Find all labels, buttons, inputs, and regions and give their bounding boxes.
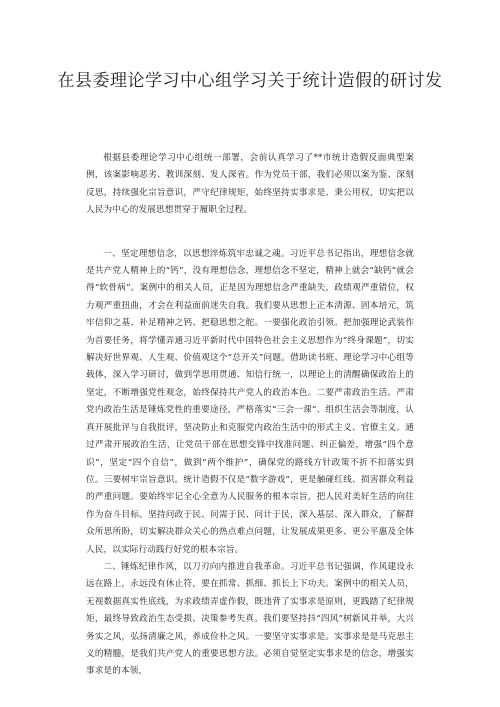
document-body [86,150,414,681]
section-two-paragraph: 二、锤炼纪律作风，以刀刃向内推进自我革命。习近平总书记强调，作风建设永远在路上，永远没有休止符，要在抓常、抓细、抓长上下功夫。案例中的相关人员，无视数据真实性底线，为求政绩弄虚作假，既违背了实事求是原则，更践踏了纪律规矩，最终导致政治生态受损、决策参考失真。我们要坚持抖“四风”树新风并举，大兴务实之风，弘扬清廉之风，养成俭朴之风。一要坚守实事求是。实事求是是马克思主义的精髓，是我们共产党人的重要思想方法。必须自觉坚定实事求是的信念，增强实事求是的本领， [86,561,414,677]
document-title: 在县委理论学习中心组学习关于统计造假的研讨发 [57,71,443,91]
section-one-paragraph: 一、坚定理想信念，以思想淬炼筑牢忠诚之魂。习近平总书记指出，理想信念就是共产党人精神上的“钙”，没有理想信念，理想信念不坚定，精神上就会“缺钙”就会得“软骨病”。案例中的相关人员，正是因为理想信念严重缺失，政绩观严重错位，权力观严重扭曲，才会在利益面前迷失自我。我们要从思想上正本清源、固本培元，筑牢信仰之基、补足精神之钙、把稳思想之舵。一要强化政治引领。把加强理论武装作为首要任务，将学懂弄通习近平新时代中国特色社会主义思想作为“终身课题”，切实解决好世界观、人生观、价值观这个“总开关”问题。借助读书班、理论学习中心组等载体，深入学习研讨，做到学思用贯通、知信行统一，以理论上的清醒确保政治上的坚定，不断增强党性观念，始终保持共产党人的政治本色。二要严肃政治生活。严肃党内政治生活是锤炼党性的重要途径，严格落实“三会一课”、组织生活会等制度，认真开展批评与自我批评，坚决防止和克服党内政治生活中的形式主义、官僚主义。通过严肃开展政治生活，让党员干部在思想交锋中找准问题、纠正偏差，增强“四个意识”，坚定“四个自信”，做到“两个维护”，确保党的路线方针政策不折不扣落实到位。三要树牢宗旨意识。统计造假不仅是“数字游戏”，更是触碰红线、损害群众利益的严重问题。要始终牢记全心全意为人民服务的根本宗旨，把人民对美好生活的向往作为奋斗目标。坚持问政于民、问需于民、问计于民，深入基层、深入群众，了解群众所思所盼，切实解决群众关心的热点难点问题，让发展成果更多、更公平惠及全体人民，以实际行动践行好党的根本宗旨。 [86,248,414,555]
intro-paragraph: 根据县委理论学习中心组统一部署，会前认真学习了**市统计造假反面典型案例，该案影响恶劣、教训深刻、发人深省。作为党员干部，我们必须以案为鉴、深刻反思，持续强化宗旨意识，严守纪律规矩，始终坚持实事求是、秉公用权，切实把以人民为中心的发展思想贯穿于履职全过程。 [86,153,414,216]
paragraph-spacer [86,220,414,246]
